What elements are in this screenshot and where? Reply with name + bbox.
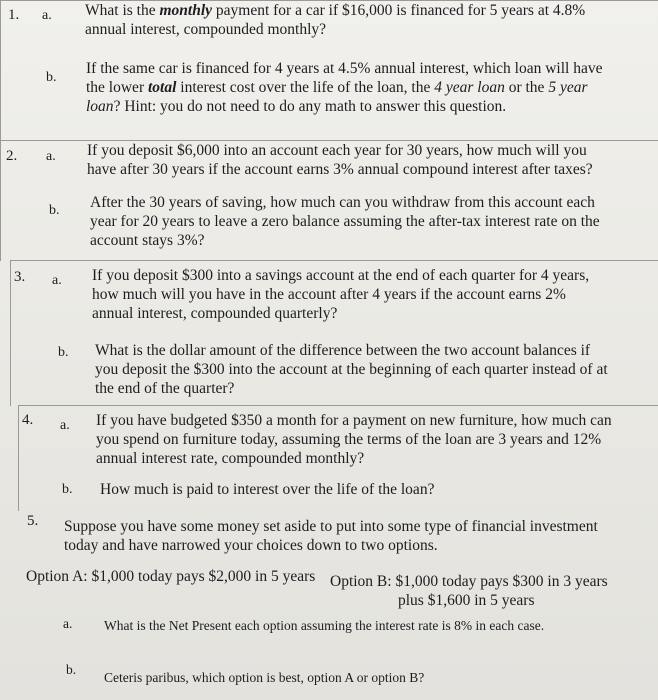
question-2-number: 2. <box>6 148 18 164</box>
q5-intro-line-2: today and have narrowed your choices down to two options. <box>64 537 438 554</box>
q5-intro-line-1: Suppose you have some money set aside to put into some type of financial investment <box>64 518 598 535</box>
q4a-line-3: annual interest rate, compounded monthly? <box>96 450 365 467</box>
question-2a-label: a. <box>46 149 56 164</box>
q3b-line-3: the end of the quarter? <box>95 380 235 397</box>
question-3b-text <box>95 341 608 398</box>
question-4a-label: a. <box>60 418 70 433</box>
question-2b-label: b. <box>49 203 60 218</box>
q4b-line-1: How much is paid to interest over the life of the loan? <box>100 481 435 498</box>
question-4a-text <box>96 411 612 468</box>
question-1a-text <box>85 1 585 39</box>
question-4b-label: b. <box>62 482 73 497</box>
q3b-line-2: you deposit the $300 into the account at the beginning of each quarter instead of at <box>95 361 608 378</box>
question-5b-label: b. <box>66 662 77 677</box>
q3a-line-1: If you deposit $300 into a savings account at the end of each quarter for 4 years, <box>92 267 590 284</box>
q1b-line-2: the lower total interest cost over the life of the loan, the 4 year loan or the 5 year <box>86 79 588 96</box>
option-b-text <box>330 572 608 610</box>
question-3a-text <box>92 266 589 323</box>
question-5-number: 5. <box>27 513 39 529</box>
question-1b-label: b. <box>46 70 57 85</box>
question-3-number: 3. <box>14 269 26 285</box>
question-3a-label: a. <box>52 273 62 288</box>
q2b-line-1: After the 30 years of saving, how much can you withdraw from this account each <box>90 194 595 211</box>
option-b-line-1: Option B: $1,000 today pays $300 in 3 years <box>330 573 608 590</box>
q1b-line-3: loan? Hint: you do not need to do any math to answer this question. <box>86 98 507 115</box>
question-5b-text: Ceteris paribus, which option is best, option A or option B? <box>104 670 425 685</box>
question-4-number: 4. <box>22 412 34 428</box>
question-1a-label: a. <box>42 8 52 23</box>
question-5-intro <box>64 517 598 555</box>
question-5a-text: What is the Net Present each option assuming the interest rate is 8% in each case. <box>104 618 545 633</box>
q3a-line-2: how much will you have in the account after 4 years if the account earns 2% <box>92 286 566 303</box>
q2a-line-1: If you deposit $6,000 into an account each year for 30 years, how much will you <box>87 142 587 159</box>
option-a-text: Option A: $1,000 today pays $2,000 in 5 years <box>26 568 316 585</box>
q4a-line-2: you spend on furniture today, assuming the terms of the loan are 3 years and 12% <box>96 431 602 448</box>
question-4b-text <box>100 480 434 499</box>
question-2a-text <box>87 141 593 179</box>
q3b-line-1: What is the dollar amount of the difference between the two account balances if <box>95 342 591 359</box>
q4a-line-1: If you have budgeted $350 a month for a payment on new furniture, how much can <box>96 412 612 429</box>
q2b-line-3: account stays 3%? <box>90 232 205 249</box>
q2a-line-2: have after 30 years if the account earns 3% annual compound interest after taxes? <box>87 161 593 178</box>
question-1b-text <box>86 59 602 116</box>
question-5a-label: a. <box>63 616 73 631</box>
question-3b-label: b. <box>58 345 69 360</box>
q2b-line-2: year for 20 years to leave a zero balance assuming the after-tax interest rate on the <box>90 213 600 230</box>
q1a-line-1: What is the monthly payment for a car if $16,000 is financed for 5 years at 4.8% <box>85 2 586 19</box>
question-1-number: 1. <box>8 7 20 23</box>
question-2b-text <box>90 193 600 250</box>
option-b-line-2: plus $1,600 in 5 years <box>398 592 535 609</box>
q3a-line-3: annual interest, compounded quarterly? <box>92 305 338 322</box>
q1a-line-2: annual interest, compounded monthly? <box>85 21 327 38</box>
q1b-line-1: If the same car is financed for 4 years at 4.5% annual interest, which loan will have <box>86 60 603 77</box>
